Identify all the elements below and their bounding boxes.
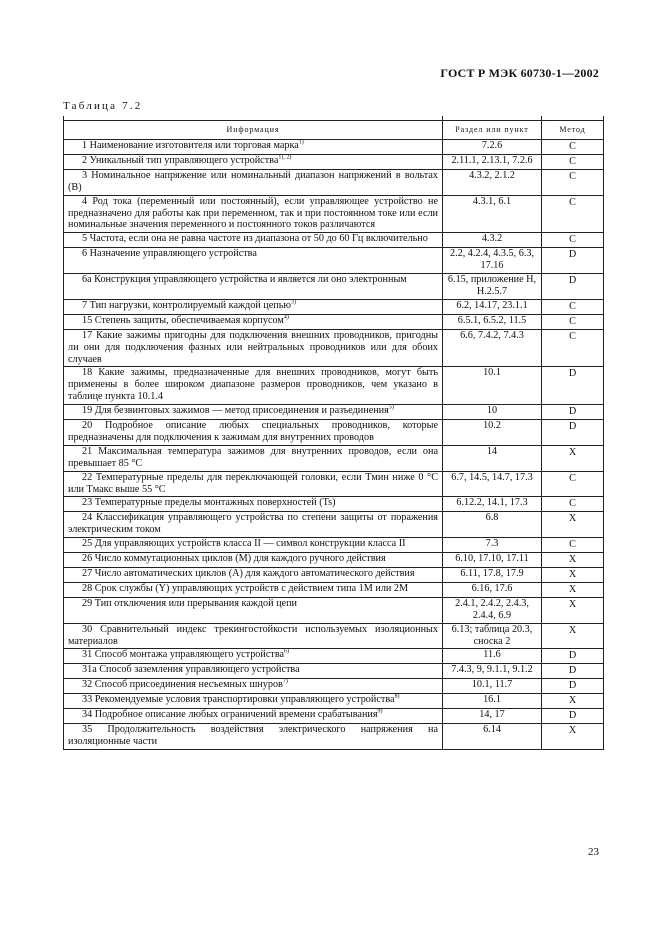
row-info-text: 28 Срок службы (Y) управляющих устройств с действием типа 1М или 2М [82, 582, 409, 594]
row-info-cell [64, 694, 443, 709]
table-row [64, 623, 604, 649]
row-info-cell [64, 471, 443, 497]
row-ref-cell: 2.4.1, 2.4.2, 2.4.3, 2.4.4, 6.9 [443, 597, 542, 623]
row-info-text: 15 Степень защиты, обеспечиваемая корпусом$^{4)}$ [82, 314, 289, 326]
row-method-cell: C [542, 233, 604, 248]
row-ref-cell: 10.1, 11.7 [443, 679, 542, 694]
table-row [64, 709, 604, 724]
row-ref-cell: 7.3 [443, 538, 542, 553]
table-row [64, 723, 604, 749]
row-ref-cell: 6.12.2, 14.1, 17.3 [443, 497, 542, 512]
table-row [64, 649, 604, 664]
row-info-cell [64, 664, 443, 679]
row-info-cell [64, 195, 443, 233]
footnote-mark: 3) [290, 299, 296, 306]
row-info-cell [64, 329, 443, 367]
row-info-cell [64, 568, 443, 583]
row-info-text: 29 Тип отключения или прерывания каждой цепи [82, 597, 297, 609]
row-ref-cell: 14 [443, 445, 542, 471]
row-info-text: 6а Конструкция управляющего устройства и является ли оно электронным [82, 274, 407, 286]
row-info-cell [64, 597, 443, 623]
row-method-cell: C [542, 299, 604, 314]
row-info-cell [64, 538, 443, 553]
row-method-cell: X [542, 568, 604, 583]
table-caption: Таблица 7.2 [63, 100, 143, 112]
table-row [64, 233, 604, 248]
row-ref-cell: 4.3.2, 2.1.2 [443, 169, 542, 195]
row-method-cell: D [542, 248, 604, 274]
table-row [64, 420, 604, 446]
row-info-text: 5 Частота, если она не равна частоте из диапазона от 50 до 60 Гц включительно [82, 233, 428, 245]
row-method-cell: D [542, 649, 604, 664]
row-info-text: 20 Подробное описание любых специальных проводников, которые предназначены для подключения к зажимам для внутренних проводов [68, 420, 438, 443]
row-ref-cell: 4.3.2 [443, 233, 542, 248]
table-row [64, 664, 604, 679]
row-info-text: 26 Число коммутационных циклов (М) для каждого ручного действия [82, 553, 386, 565]
info-table [63, 116, 604, 750]
footnote-mark: 6) [284, 649, 290, 656]
row-ref-cell: 6.11, 17.8, 17.9 [443, 568, 542, 583]
row-method-cell: C [542, 497, 604, 512]
row-ref-cell: 6.6, 7.4.2, 7.4.3 [443, 329, 542, 367]
row-ref-cell: 16.1 [443, 694, 542, 709]
table-body [64, 140, 604, 750]
table-row [64, 497, 604, 512]
table-row [64, 405, 604, 420]
row-info-text: 2 Уникальный тип управляющего устройства$^{1), 2)}$ [82, 154, 292, 166]
footnote-mark: 9) [377, 708, 383, 715]
table-row [64, 679, 604, 694]
table-row [64, 512, 604, 538]
row-info-text: 24 Классификация управляющего устройства по степени защиты от поражения электрическим током [68, 512, 438, 536]
row-info-cell [64, 233, 443, 248]
row-ref-cell: 10.2 [443, 420, 542, 446]
row-method-cell: D [542, 405, 604, 420]
table-row [64, 568, 604, 583]
table-row [64, 445, 604, 471]
row-info-text: 32 Способ присоединения несъемных шнуров$^{7)}$ [82, 678, 288, 691]
row-method-cell: C [542, 538, 604, 553]
table-row [64, 195, 604, 233]
row-info-text: 35 Продолжительность воздействия электрического напряжения на изоляционные части [68, 723, 438, 747]
row-info-text: 18 Какие зажимы, предназначенные для внешних проводников, могут быть применены в более широком диапазоне размеров проводников, чем указано в таблице пункта 10.1.4 [68, 367, 438, 403]
row-method-cell: X [542, 623, 604, 649]
footnote-mark: 4) [283, 314, 289, 321]
row-info-text: 1 Наименование изготовителя или торговая марка$^{1)}$ [82, 139, 304, 151]
table-row [64, 582, 604, 597]
row-info-cell [64, 512, 443, 538]
row-ref-cell: 7.2.6 [443, 140, 542, 155]
row-info-cell [64, 154, 443, 169]
row-info-text: 22 Температурные пределы для переключающей головки, если Tмин ниже 0 °С или Tмакс выше 55 °С [68, 471, 438, 495]
row-info-cell [64, 445, 443, 471]
row-ref-cell: 6.14 [443, 723, 542, 749]
row-method-cell: X [542, 694, 604, 709]
row-info-text: 30 Сравнительный индекс трекингостойкости используемых изоляционных материалов [68, 623, 438, 647]
footnote-mark: 7) [282, 678, 288, 685]
row-ref-cell: 6.8 [443, 512, 542, 538]
row-info-cell [64, 248, 443, 274]
row-info-cell [64, 497, 443, 512]
row-method-cell: X [542, 597, 604, 623]
row-method-cell: D [542, 664, 604, 679]
row-info-text: 4 Род тока (переменный или постоянный), если управляющее устройство не предназначено для работы как при переменном, так и при постоянном токе или если номинальные значения переменного и постоянного токов различаются [68, 195, 438, 231]
row-ref-cell: 10.1 [443, 367, 542, 405]
row-info-text: 34 Подробное описание любых ограничений времени срабатывания$^{9)}$ [82, 708, 383, 721]
row-method-cell: C [542, 329, 604, 367]
row-ref-cell: 6.7, 14.5, 14.7, 17.3 [443, 471, 542, 497]
row-method-cell: C [542, 314, 604, 329]
table-row [64, 314, 604, 329]
table-row [64, 154, 604, 169]
row-info-text: 33 Рекомендуемые условия транспортировки управляющего устройства$^{8)}$ [82, 693, 400, 706]
table-row [64, 367, 604, 405]
row-info-cell [64, 553, 443, 568]
row-method-cell: D [542, 709, 604, 724]
row-method-cell: D [542, 420, 604, 446]
column-header-ref: Раздел или пункт [443, 121, 542, 140]
row-info-text: 23 Температурные пределы монтажных поверхностей (Ts) [82, 497, 336, 509]
table-row [64, 299, 604, 314]
row-method-cell: D [542, 367, 604, 405]
row-method-cell: X [542, 553, 604, 568]
row-method-cell: X [542, 723, 604, 749]
row-info-cell [64, 274, 443, 300]
row-method-cell: C [542, 169, 604, 195]
column-header-method: Метод [542, 121, 604, 140]
row-ref-cell: 14, 17 [443, 709, 542, 724]
column-header-info: Информация [64, 121, 443, 140]
row-info-text: 7 Тип нагрузки, контролируемый каждой цепью$^{3)}$ [82, 299, 296, 311]
row-ref-cell: 6.2, 14.17, 23.1.1 [443, 299, 542, 314]
table-header-row [64, 121, 604, 140]
row-info-cell [64, 140, 443, 155]
row-info-text: 19 Для безвинтовых зажимов — метод присоединения и разъединения$^{5)}$ [82, 404, 394, 417]
row-method-cell: C [542, 154, 604, 169]
row-method-cell: D [542, 274, 604, 300]
row-ref-cell: 6.16, 17.6 [443, 582, 542, 597]
table-row [64, 694, 604, 709]
row-info-cell [64, 679, 443, 694]
row-info-cell [64, 582, 443, 597]
row-ref-cell: 10 [443, 405, 542, 420]
row-info-cell [64, 623, 443, 649]
table-row [64, 597, 604, 623]
row-info-cell [64, 649, 443, 664]
row-method-cell: X [542, 445, 604, 471]
row-ref-cell: 2.11.1, 2.13.1, 7.2.6 [443, 154, 542, 169]
table-row [64, 274, 604, 300]
table-row [64, 169, 604, 195]
table-row [64, 538, 604, 553]
footnote-mark: 8) [394, 693, 400, 700]
footnote-mark: 1) [298, 139, 304, 146]
table-row [64, 140, 604, 155]
row-method-cell: C [542, 140, 604, 155]
table-row [64, 329, 604, 367]
row-info-text: 17 Какие зажимы пригодны для подключения внешних проводников, пригодны ли они для подключения фазных или нейтральных проводников или для обоих случаев [68, 329, 438, 365]
document-header: ГОСТ Р МЭК 60730-1—2002 [440, 66, 599, 80]
page-number: 23 [588, 846, 599, 858]
row-info-text: 6 Назначение управляющего устройства [82, 248, 257, 260]
row-info-cell [64, 299, 443, 314]
row-ref-cell: 4.3.1, 6.1 [443, 195, 542, 233]
row-info-cell [64, 709, 443, 724]
row-method-cell: X [542, 512, 604, 538]
row-info-text: 25 Для управляющих устройств класса II — символ конструкции класса II [82, 538, 406, 550]
row-info-cell [64, 367, 443, 405]
row-method-cell: X [542, 582, 604, 597]
row-ref-cell: 6.13; таблица 20.3, сноска 2 [443, 623, 542, 649]
row-info-cell [64, 723, 443, 749]
row-ref-cell: 2.2, 4.2.4, 4.3.5, 6.3, 17.16 [443, 248, 542, 274]
row-method-cell: D [542, 679, 604, 694]
row-ref-cell: 6.10, 17.10, 17.11 [443, 553, 542, 568]
row-info-cell [64, 405, 443, 420]
row-info-cell [64, 314, 443, 329]
row-method-cell: C [542, 471, 604, 497]
row-info-text: 3 Номинальное напряжение или номинальный диапазон напряжений в вольтах (В) [68, 169, 438, 193]
row-info-text: 31а Способ заземления управляющего устройства [82, 664, 300, 676]
row-ref-cell: 6.5.1, 6.5.2, 11.5 [443, 314, 542, 329]
row-info-cell [64, 420, 443, 446]
row-method-cell: C [542, 195, 604, 233]
row-info-text: 21 Максимальная температура зажимов для внутренних проводов, если она превышает 85 °С [68, 445, 438, 469]
row-info-text: 27 Число автоматических циклов (А) для каждого автоматического действия [82, 568, 415, 579]
row-ref-cell: 6.15, приложение H, H.2.5.7 [443, 274, 542, 300]
footnote-mark: 1), 2) [278, 154, 292, 161]
footnote-mark: 5) [388, 404, 394, 411]
row-info-text: 31 Способ монтажа управляющего устройства$^{6)}$ [82, 649, 290, 661]
table-row [64, 553, 604, 568]
table-row [64, 248, 604, 274]
row-ref-cell: 11.6 [443, 649, 542, 664]
row-info-cell [64, 169, 443, 195]
row-ref-cell: 7.4.3, 9, 9.1.1, 9.1.2 [443, 664, 542, 679]
table-row [64, 471, 604, 497]
